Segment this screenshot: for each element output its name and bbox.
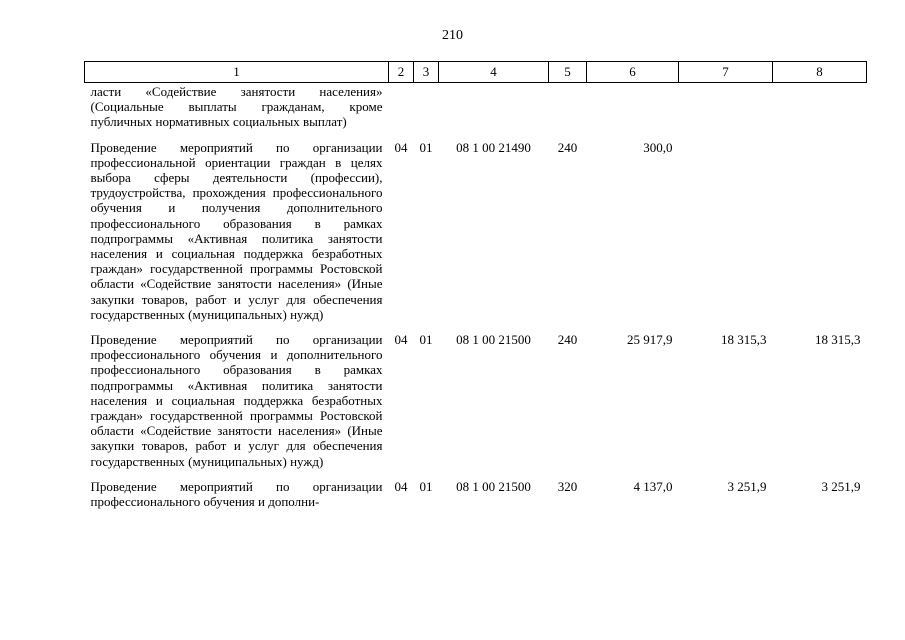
amount-col8: 3 251,9 xyxy=(821,478,861,494)
row-description: Проведение мероприятий по организации профессионального обучения и дополнительного профессионального образования в рамках подпрограммы «Активная политика занятости населения и социальная поддержка безработных граждан» государственной программы Ростовской области «Содействие занятости населения» (Иные закупки товаров, работ и услуг для обеспечения государственных (муниципальных) нужд) xyxy=(90,332,383,469)
column-header: 8 xyxy=(773,62,867,83)
section-code: 04 xyxy=(394,139,408,155)
table-row xyxy=(85,332,867,479)
amount-col6: 4 137,0 xyxy=(633,478,673,494)
table-row xyxy=(85,479,867,509)
column-header: 5 xyxy=(549,62,587,83)
section-code: 04 xyxy=(394,478,408,494)
column-header: 6 xyxy=(587,62,679,83)
budget-table xyxy=(84,61,867,509)
target-article-code: 08 1 00 21500 xyxy=(456,478,531,494)
subsection-code: 01 xyxy=(419,332,433,348)
column-header: 7 xyxy=(679,62,773,83)
expense-type-code: 240 xyxy=(557,139,578,155)
amount-col8 xyxy=(773,83,867,140)
target-article-code: 08 1 00 21490 xyxy=(456,139,531,155)
column-header: 3 xyxy=(414,62,439,83)
expense-type-code xyxy=(549,83,587,140)
page-number: 210 xyxy=(442,28,463,43)
amount-col6: 300,0 xyxy=(643,139,673,155)
header-row xyxy=(85,62,867,83)
section-code: 04 xyxy=(394,332,408,348)
subsection-code: 01 xyxy=(419,478,433,494)
subsection-code xyxy=(414,83,439,140)
section-code xyxy=(389,83,414,140)
amount-col7: 3 251,9 xyxy=(727,478,767,494)
column-header: 2 xyxy=(389,62,414,83)
row-description: ласти «Содействие занятости населения» (Социальные выплаты гражданам, кроме публичных нормативных социальных выплат) xyxy=(90,84,383,130)
amount-col6 xyxy=(587,83,679,140)
subsection-code: 01 xyxy=(419,139,433,155)
table-row xyxy=(85,83,867,140)
amount-col6: 25 917,9 xyxy=(627,332,673,348)
amount-col8 xyxy=(773,140,867,332)
target-article-code xyxy=(439,83,549,140)
row-description: Проведение мероприятий по организации профессиональной ориентации граждан в целях выбора сферы деятельности (профессии), трудоустройства, прохождения профессионального обучения и получения дополнительного профессионального образования в рамках подпрограммы «Активная политика занятости населения и социальная поддержка безработных граждан» государственной программы Ростовской области «Содействие занятости населения» (Иные закупки товаров, работ и услуг для обеспечения государственных (муниципальных) нужд) xyxy=(90,139,383,322)
amount-col7 xyxy=(679,83,773,140)
column-header: 4 xyxy=(439,62,549,83)
expense-type-code: 320 xyxy=(557,478,578,494)
amount-col7 xyxy=(679,140,773,332)
column-header: 1 xyxy=(85,62,389,83)
amount-col8: 18 315,3 xyxy=(815,332,861,348)
row-description: Проведение мероприятий по организации профессионального обучения и дополни- xyxy=(90,478,383,510)
expense-type-code: 240 xyxy=(557,332,578,348)
table-row xyxy=(85,140,867,332)
target-article-code: 08 1 00 21500 xyxy=(456,332,531,348)
amount-col7: 18 315,3 xyxy=(721,332,767,348)
